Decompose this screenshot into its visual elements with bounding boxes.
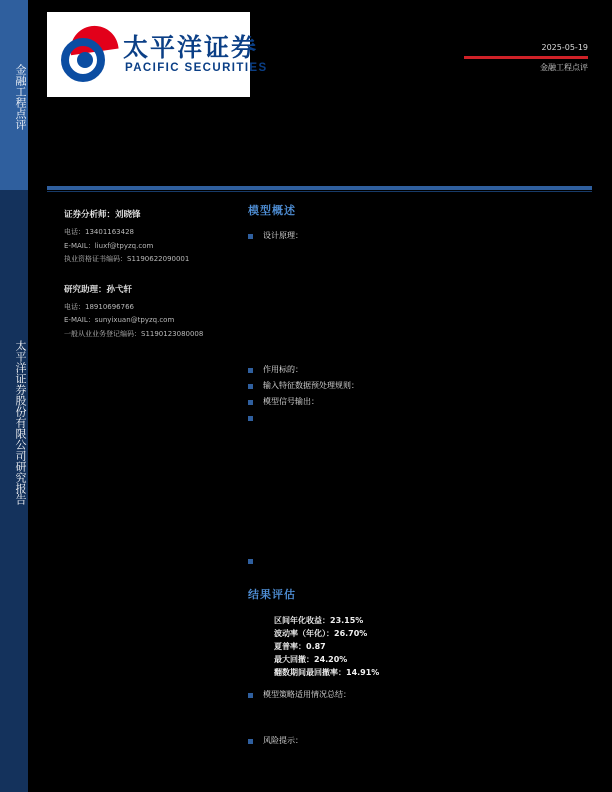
analyst-name: 研究助理：孙弋轩 [64, 284, 133, 295]
logo-english-name: PACIFIC SECURITIES [125, 62, 268, 74]
square-bullet-icon [248, 416, 253, 421]
company-logo [47, 12, 268, 97]
logo-dot-shape [77, 52, 93, 68]
analyst-phone: 电话：13401163428 [64, 228, 134, 236]
performance-metrics [274, 614, 578, 679]
square-bullet-icon [248, 384, 253, 389]
metric-period-drawdown: 翻数期间最回撤率：14.91% [274, 668, 380, 677]
header-divider-thin [47, 191, 592, 192]
sidebar-top-label: 金融工程点评 [14, 64, 27, 130]
document-page [28, 0, 612, 792]
analyst-phone: 电话：18910696766 [64, 302, 134, 311]
header-meta [368, 42, 588, 73]
list-item [248, 230, 578, 242]
header-red-rule [464, 56, 588, 59]
report-date: 2025-05-19 [541, 43, 588, 52]
list-item [248, 735, 578, 747]
metric-max-drawdown: 最大回撤：24.20% [274, 655, 348, 664]
header-divider-band [47, 186, 592, 190]
bullet-label: 作用标的： [263, 365, 303, 374]
list-item-empty [248, 412, 578, 423]
square-bullet-icon [248, 400, 253, 405]
square-bullet-icon [248, 368, 253, 373]
square-bullet-icon [248, 234, 253, 239]
analyst-entry [64, 208, 244, 267]
report-content [248, 202, 578, 751]
metric-annualized-return: 区间年化收益：23.15% [274, 616, 364, 625]
analyst-entry [64, 283, 244, 342]
content-gap [248, 427, 578, 555]
content-gap [248, 705, 578, 735]
list-item [248, 396, 578, 408]
analyst-license: 一般从业业务登记编码：S1190123080008 [64, 329, 204, 338]
analyst-email: E-MAIL：sunyixuan@tpyzq.com [64, 316, 175, 324]
bullet-label: 设计原理： [263, 231, 303, 240]
bullet-label: 模型策略适用情况总结： [263, 690, 351, 699]
metric-sharpe: 夏普率：0.87 [274, 642, 326, 651]
list-item [248, 380, 578, 392]
square-bullet-icon [248, 559, 253, 564]
square-bullet-icon [248, 739, 253, 744]
sidebar-bottom-label: 太平洋证券股份有限公司研究报告 [14, 339, 27, 505]
logo-chinese-name: 太平洋证券 [123, 33, 259, 62]
bullet-label: 模型信号输出： [263, 397, 319, 406]
analyst-email: E-MAIL：liuxf@tpyzq.com [64, 241, 154, 250]
content-gap [248, 570, 578, 586]
list-item-empty [248, 555, 578, 566]
analyst-license: 执业资格证书编码：S1190622090001 [64, 255, 190, 263]
vertical-sidebar [0, 0, 28, 792]
list-item [248, 364, 578, 376]
section-title-result-evaluation: 结果评估 [248, 588, 296, 601]
pacific-logo-icon [57, 22, 119, 84]
report-category: 金融工程点评 [540, 62, 588, 72]
list-item [248, 689, 578, 701]
metric-volatility: 波动率（年化）：26.70% [274, 629, 368, 638]
section-title-model-overview: 模型概述 [248, 204, 296, 217]
bullet-label: 风险提示： [263, 736, 303, 745]
square-bullet-icon [248, 693, 253, 698]
bullet-label: 输入特征数据预处理规则： [263, 381, 359, 390]
content-gap [248, 246, 578, 364]
analyst-info-block [64, 208, 244, 357]
analyst-name: 证券分析师：刘晓锋 [64, 210, 141, 220]
